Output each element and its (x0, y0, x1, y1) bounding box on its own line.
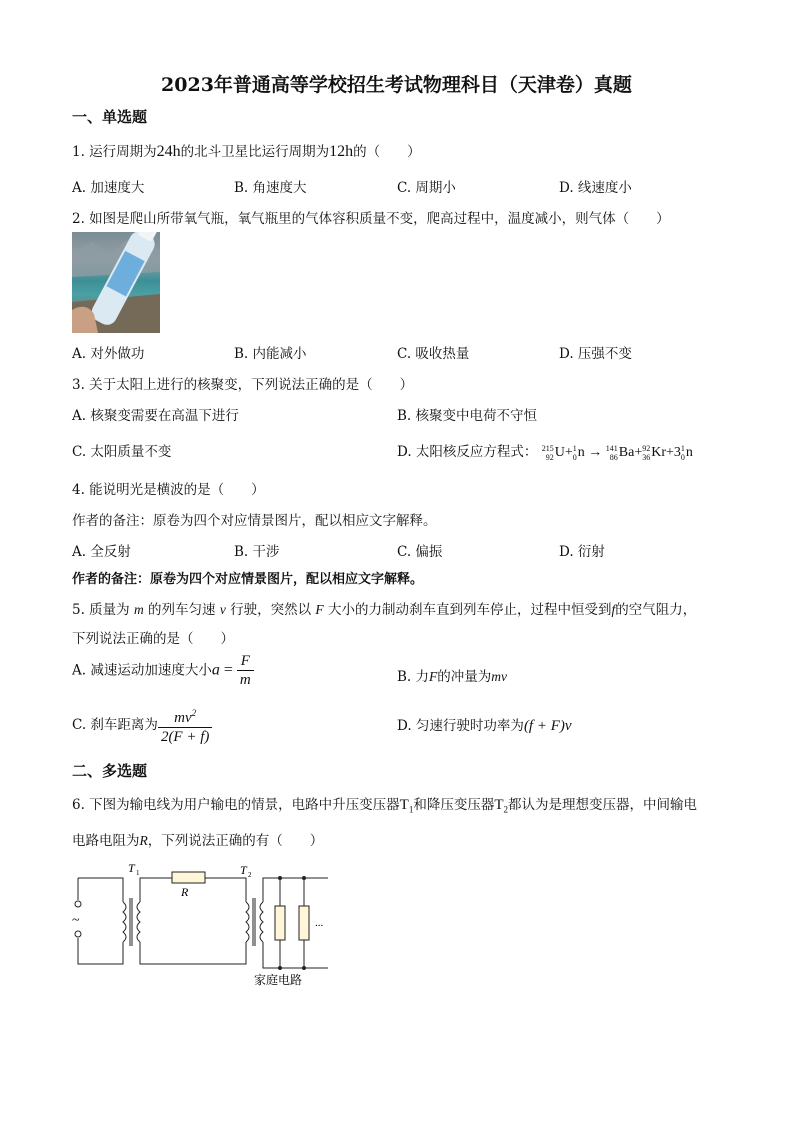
q5-option-b-label: B. 力 (397, 669, 430, 685)
oxygen-bottle-illustration (72, 232, 160, 333)
q5-text-a: 5. 质量为 (72, 602, 134, 618)
fraction-numerator (158, 704, 212, 727)
source-terminal-top (75, 901, 81, 907)
q2-option-a[interactable]: A. 对外做功 (72, 346, 145, 362)
reaction-arrow: → (588, 445, 603, 460)
plus-three: +3 (666, 445, 681, 460)
q5-text-b: 的列车匀速 (143, 602, 220, 618)
q3-option-d-label: D. 太阳核反应方程式： (397, 444, 538, 460)
question-5-line-2: 下列说法正确的是（ ） (72, 631, 234, 647)
t2-label: T (240, 863, 247, 877)
kr-symbol: Kr (651, 445, 667, 460)
equals-sign: = (219, 661, 237, 679)
n-mass-number: 1 (572, 443, 577, 453)
question-4-text: 4. 能说明光是横波的是（ ） (72, 482, 265, 498)
line-resistor (172, 872, 205, 883)
ba-symbol: Ba (618, 445, 635, 460)
question-5-line-1 (72, 598, 696, 618)
q2-option-c[interactable]: C. 吸收热量 (397, 346, 470, 362)
fraction-denominator: m (237, 670, 254, 690)
q5-option-d-label: D. 匀速行驶时功率为 (397, 718, 524, 734)
fraction-denominator: 2(F + f) (158, 727, 212, 747)
plus-sign: + (634, 445, 643, 460)
source-terminal-bottom (75, 931, 81, 937)
var-f: f (611, 602, 616, 617)
q6-line2-post: ，下列说法正确的有（ ） (147, 833, 324, 849)
numerator-exponent: 2 (191, 708, 197, 718)
n-atomic-number: 0 (572, 452, 577, 462)
t2-label-sub: 2 (248, 871, 252, 879)
u-isotope-numbers (542, 444, 554, 462)
t1-label-sub: 1 (136, 869, 140, 877)
u-mass-number: 215 (541, 443, 554, 453)
kr-isotope-numbers (642, 444, 650, 462)
subscript-2: 2 (503, 804, 509, 815)
q6-text-post: 都认为是理想变压器，中间输电 (508, 797, 698, 813)
nuclear-equation (542, 445, 693, 460)
section-heading-single-choice: 一、单选题 (72, 108, 148, 126)
q5-text-d: 大小的力制动刹车直到列车停止，过程中恒受到 (323, 602, 612, 618)
question-6-line-2 (72, 829, 323, 849)
n2-atomic-number: 0 (680, 452, 685, 462)
fraction-mv2-over-2F-plus-f (158, 704, 212, 747)
question-1-text-mid: 的北斗卫星比运行周期为 (180, 144, 330, 160)
load-resistor-1 (275, 906, 285, 940)
q3-option-b[interactable]: B. 核聚变中电荷不守恒 (397, 408, 538, 424)
plus-sign: + (564, 445, 573, 460)
question-1-text-pre: 1. 运行周期为 (72, 144, 157, 160)
fraction-numerator: F (240, 653, 250, 669)
q1-option-a[interactable]: A. 加速度大 (72, 180, 145, 196)
n2-isotope-numbers (681, 444, 685, 462)
transmission-circuit-diagram (68, 858, 338, 990)
expr-power: (f + F)v (523, 718, 572, 734)
page-title: 2023年普通高等学校招生考试物理科目（天津卷）真题 (161, 74, 632, 96)
q2-option-b[interactable]: B. 内能减小 (234, 346, 307, 362)
q4-option-a[interactable]: A. 全反射 (72, 544, 131, 560)
q1-option-b[interactable]: B. 角速度大 (234, 180, 307, 196)
q5-text-c: 行驶，突然以 (225, 602, 316, 618)
q1-option-c[interactable]: C. 周期小 (397, 180, 456, 196)
var-a: a (211, 661, 220, 679)
numerator-base: mv (174, 710, 192, 726)
q4-option-d[interactable]: D. 衍射 (559, 544, 605, 560)
q5-option-d[interactable] (397, 714, 572, 735)
q6-text-pre: 6. 下图为输电线为用户输电的情景，电路中升压变压器 (72, 797, 400, 813)
q1-option-d[interactable]: D. 线速度小 (559, 180, 632, 196)
kr-mass-number: 92 (642, 443, 651, 453)
q5-option-c[interactable] (72, 704, 212, 747)
q4-option-b[interactable]: B. 干涉 (234, 544, 280, 560)
u-symbol: U (554, 445, 565, 460)
period-12h: 12h (329, 143, 354, 160)
t1-label: T (128, 861, 135, 875)
ac-source-symbol: ~ (72, 913, 80, 928)
question-3-text: 3. 关于太阳上进行的核聚变，下列说法正确的是（ ） (72, 377, 414, 393)
question-1 (72, 140, 421, 161)
q5-option-a[interactable] (72, 652, 254, 690)
q5-option-a-label: A. 减速运动加速度大小 (72, 662, 212, 679)
question-2-text: 2. 如图是爬山所带氧气瓶，氧气瓶里的气体容积质量不变，爬高过程中，温度减小，则气体（ ） (72, 211, 670, 227)
question-6-line-1 (72, 793, 697, 815)
ba-isotope-numbers (606, 444, 618, 462)
q3-option-c[interactable]: C. 太阳质量不变 (72, 444, 172, 460)
ellipsis-more-loads: ... (315, 917, 324, 929)
ba-atomic-number: 86 (609, 452, 618, 462)
question-4-note: 作者的备注：原卷为四个对应情景图片，配以相应文字解释。 (72, 513, 437, 529)
section-heading-multi-choice: 二、多选题 (72, 762, 148, 780)
period-24h: 24h (156, 143, 181, 160)
var-m: m (133, 602, 144, 617)
load-resistor-2 (299, 906, 309, 940)
var-F: F (429, 669, 438, 684)
ba-mass-number: 141 (605, 443, 618, 453)
q5-text-e: 的空气阻力， (615, 602, 697, 618)
var-T2: T (494, 797, 504, 813)
q5-option-c-label: C. 刹车距离为 (72, 717, 158, 733)
question-4-bold-note: 作者的备注：原卷为四个对应情景图片，配以相应文字解释。 (72, 572, 424, 587)
q3-option-a[interactable]: A. 核聚变需要在高温下进行 (72, 408, 239, 424)
n2-mass-number: 1 (680, 443, 685, 453)
kr-atomic-number: 36 (642, 452, 651, 462)
n2-symbol: n (685, 445, 693, 460)
q4-option-c[interactable]: C. 偏振 (397, 544, 443, 560)
var-R: R (139, 833, 148, 848)
q5-option-b[interactable] (397, 665, 507, 685)
q6-text-mid: 和降压变压器 (413, 797, 495, 813)
var-F: F (315, 602, 324, 617)
u-atomic-number: 92 (545, 452, 554, 462)
var-T1: T (399, 797, 409, 813)
fraction-F-over-m (237, 652, 254, 690)
var-v: v (219, 602, 226, 617)
q6-line2-pre: 电路电阻为 (72, 833, 140, 849)
household-circuit-label: 家庭电路 (254, 973, 303, 987)
subscript-1: 1 (408, 804, 414, 815)
n-symbol: n (577, 445, 585, 460)
resistor-label: R (181, 885, 189, 899)
q2-option-d[interactable]: D. 压强不变 (559, 346, 632, 362)
oxygen-bottle-photo (72, 232, 160, 333)
expr-mv: mv (491, 669, 508, 684)
q3-option-d[interactable] (397, 440, 693, 462)
question-1-text-post: 的（ ） (353, 144, 421, 160)
n-isotope-numbers (573, 444, 577, 462)
q5-option-b-mid: 的冲量为 (437, 669, 492, 685)
